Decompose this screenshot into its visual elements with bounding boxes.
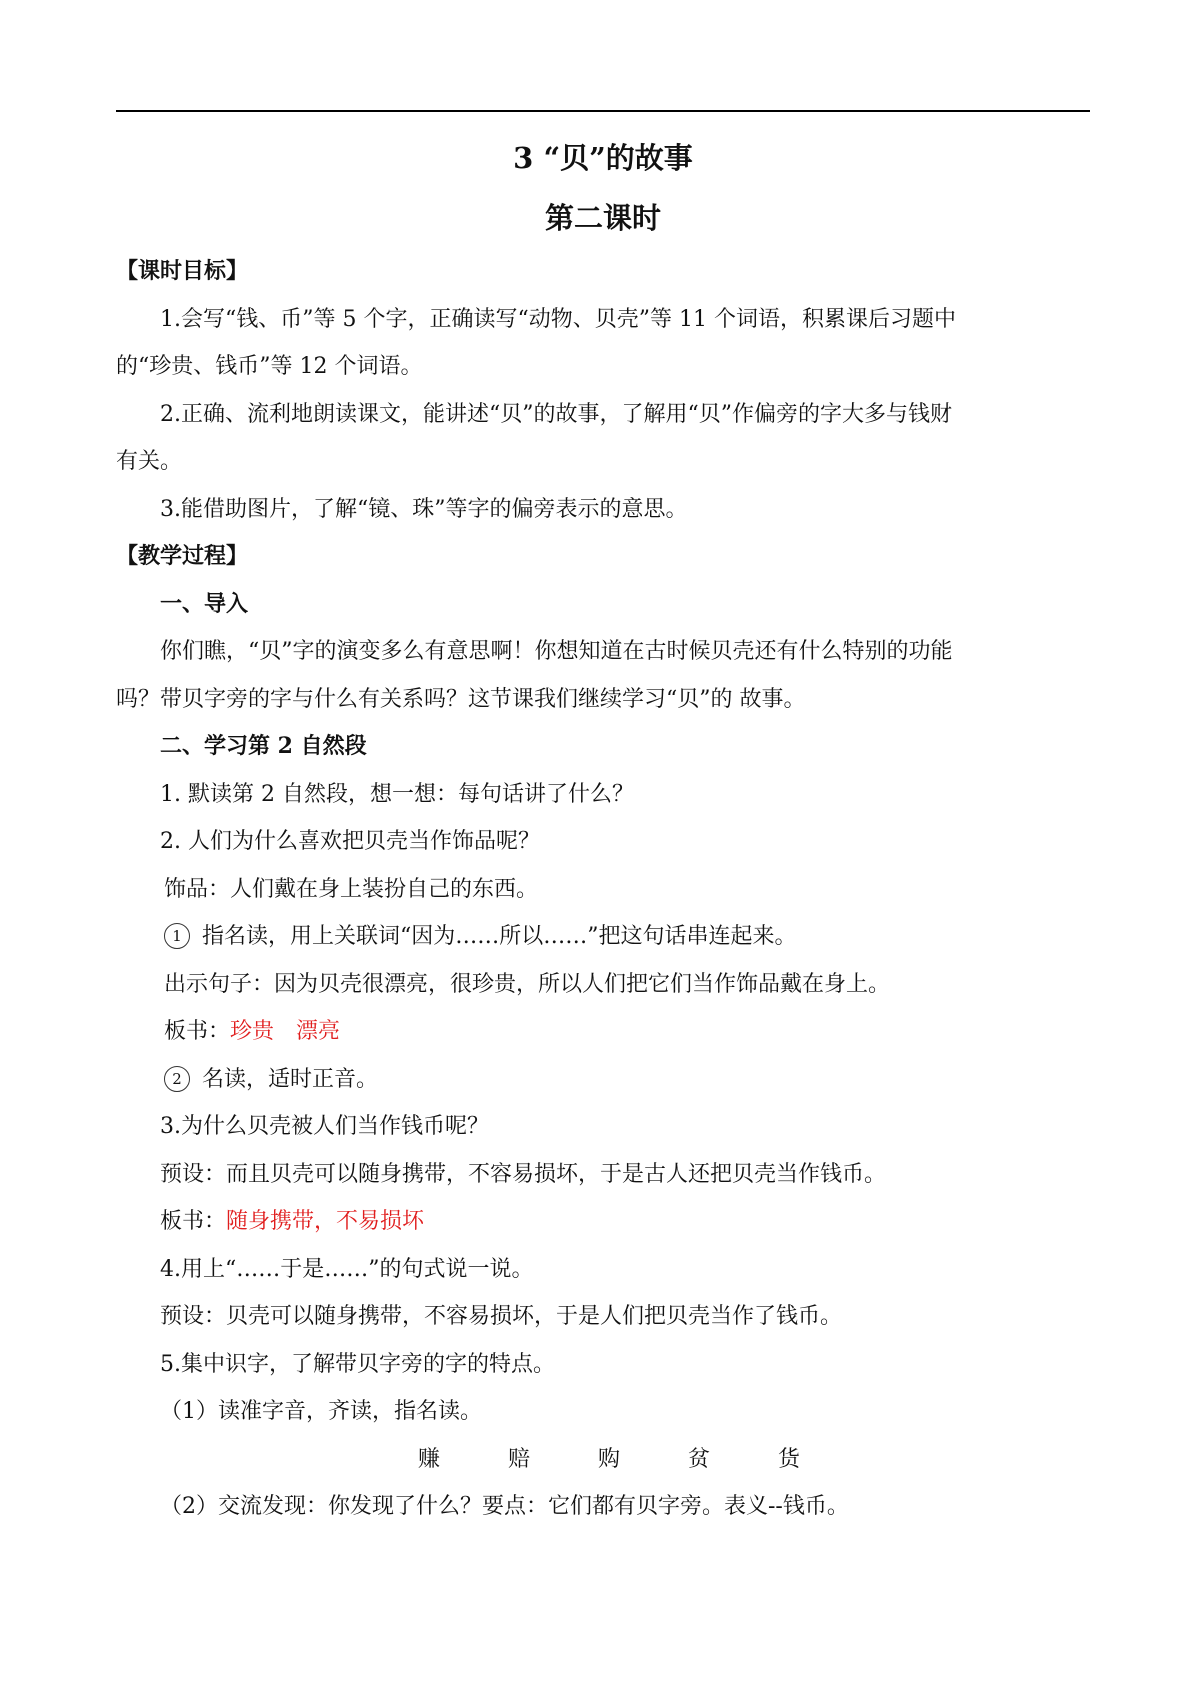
board-1-label: 板书： bbox=[164, 1019, 231, 1044]
board-1 bbox=[116, 1008, 1090, 1056]
board-2-label: 板书： bbox=[160, 1209, 227, 1234]
circle-item-2 bbox=[116, 1056, 1090, 1104]
goal-2-line-2: 有关。 bbox=[116, 449, 183, 474]
goal-2-line-1: 2.正确、流利地朗读课文，能讲述“贝”的故事，了解用“贝”作偏旁的字大多与钱财 bbox=[160, 401, 952, 427]
character-item: 货 bbox=[778, 1446, 801, 1472]
character-list bbox=[116, 1436, 1090, 1484]
goal-1-line-1: 1.会写“钱、币”等 5 个字，正确读写“动物、贝壳”等 11 个词语，积累课后习题中 bbox=[160, 306, 956, 332]
step-2: 2. 人们为什么喜欢把贝壳当作饰品呢？ bbox=[160, 829, 540, 854]
goal-1-line-2: 的“珍贵、钱币”等 12 个词语。 bbox=[116, 354, 423, 379]
sub-step-1: （1）读准字音，齐读，指名读。 bbox=[160, 1399, 482, 1424]
character-item: 购 bbox=[598, 1446, 621, 1472]
circle-item-2-text: 名读，适时正音。 bbox=[202, 1066, 379, 1092]
character-item: 贫 bbox=[688, 1446, 711, 1472]
board-2 bbox=[116, 1198, 1090, 1246]
intro-line-2: 吗？带贝字旁的字与什么有关系吗？这节课我们继续学习“贝”的 故事。 bbox=[116, 686, 806, 712]
header-rule bbox=[116, 110, 1090, 112]
step-4: 4.用上“……于是……”的句式说一说。 bbox=[160, 1256, 534, 1282]
step-5: 5.集中识字，了解带贝字旁的字的特点。 bbox=[160, 1351, 555, 1377]
lesson-subtitle: 第二课时 bbox=[544, 201, 661, 235]
circle-item-1-text: 指名读，用上关联词“因为……所以……”把这句话串连起来。 bbox=[202, 924, 797, 949]
show-sentence: 出示句子：因为贝壳很漂亮，很珍贵，所以人们把它们当作饰品戴在身上。 bbox=[164, 971, 891, 997]
preset-2: 预设：贝壳可以随身携带，不容易损坏，于是人们把贝壳当作了钱币。 bbox=[160, 1304, 843, 1329]
def-shipin: 饰品：人们戴在身上装扮自己的东西。 bbox=[164, 876, 539, 902]
step-1: 1. 默读第 2 自然段，想一想：每句话讲了什么？ bbox=[160, 781, 634, 807]
lesson-title: 3 “贝”的故事 bbox=[513, 141, 693, 175]
character-item: 赔 bbox=[508, 1446, 531, 1472]
preset-1: 预设：而且贝壳可以随身携带，不容易损坏，于是古人还把贝壳当作钱币。 bbox=[160, 1161, 887, 1187]
circle-item-1 bbox=[116, 913, 1090, 961]
character-item: 赚 bbox=[418, 1446, 441, 1472]
board-2-value: 随身携带，不易损坏 bbox=[226, 1209, 425, 1234]
part-1-heading: 一、导入 bbox=[160, 590, 249, 617]
process-heading: 【教学过程】 bbox=[116, 543, 249, 569]
goal-3: 3.能借助图片，了解“镜、珠”等字的偏旁表示的意思。 bbox=[160, 496, 688, 522]
intro-line-1: 你们瞧，“贝”字的演变多么有意思啊！你想知道在古时候贝壳还有什么特别的功能 bbox=[160, 639, 953, 664]
document-page bbox=[116, 130, 1090, 1531]
circled-number-2: 2 bbox=[164, 1066, 190, 1092]
circled-number-1: 1 bbox=[164, 923, 190, 949]
sub-step-2: （2）交流发现：你发现了什么？要点：它们都有贝字旁。表义--钱币。 bbox=[160, 1494, 849, 1519]
goals-heading: 【课时目标】 bbox=[116, 258, 249, 284]
board-1-value: 珍贵 漂亮 bbox=[230, 1019, 341, 1044]
step-3: 3.为什么贝壳被人们当作钱币呢？ bbox=[160, 1114, 489, 1139]
part-2-heading: 二、学习第 2 自然段 bbox=[160, 733, 367, 759]
